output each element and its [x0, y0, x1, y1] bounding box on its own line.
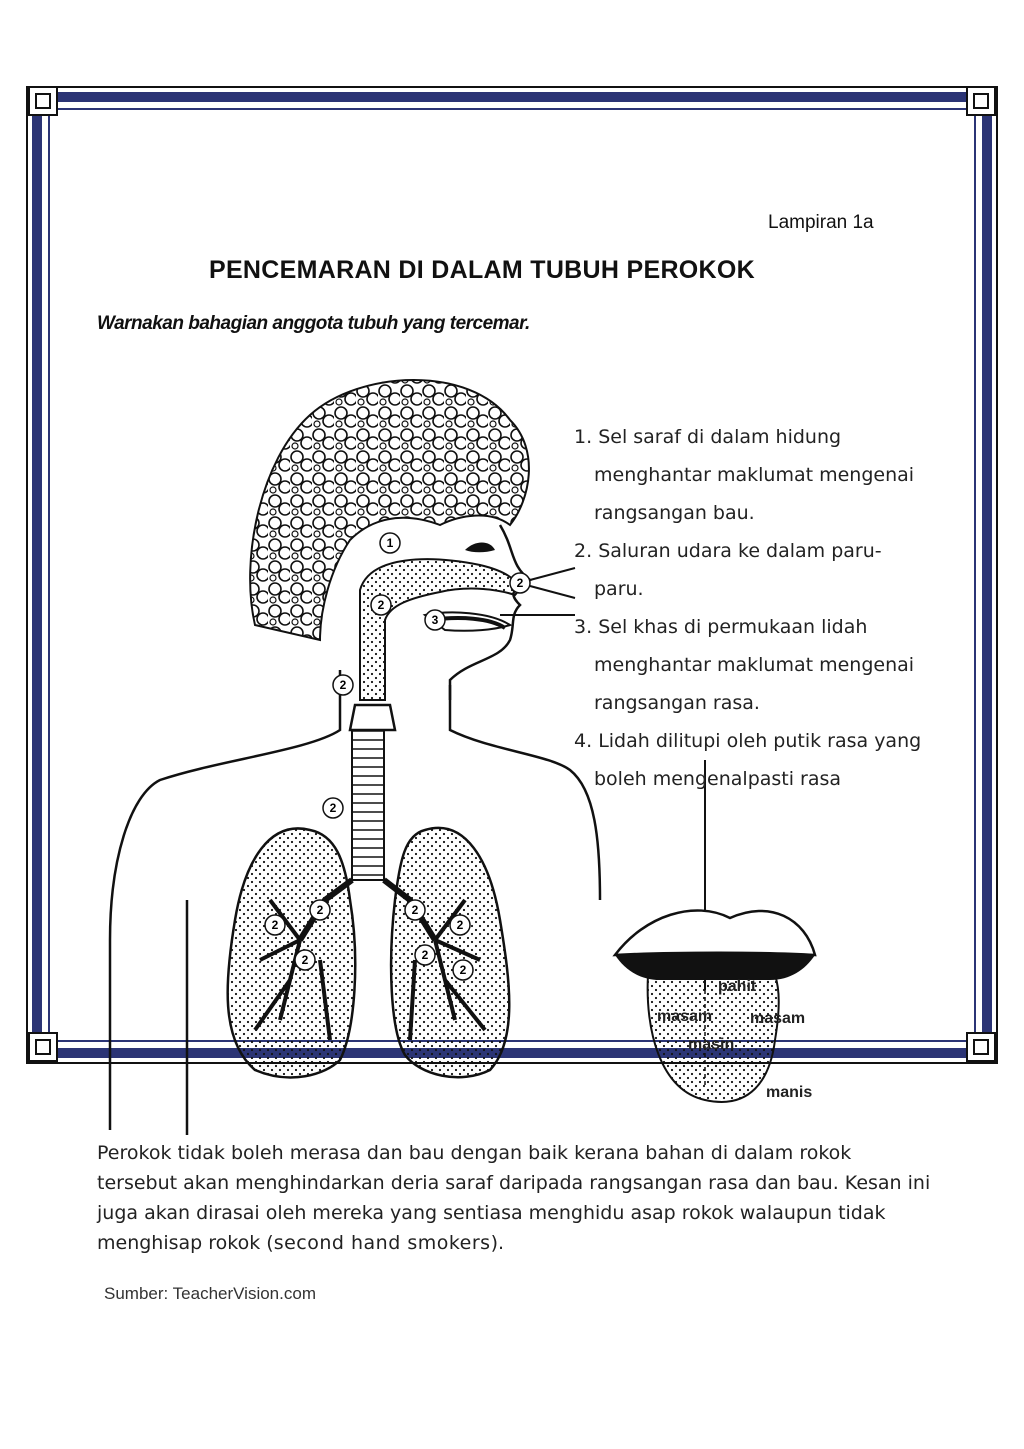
svg-text:2: 2	[271, 918, 279, 932]
svg-text:1: 1	[386, 536, 394, 550]
svg-text:2: 2	[459, 963, 467, 977]
marker-2	[510, 573, 530, 593]
marker-2	[371, 595, 391, 615]
instruction-text: Warnakan bahagian anggota tubuh yang tercemar.	[97, 313, 530, 334]
appendix-label: Lampiran 1a	[768, 212, 874, 233]
svg-text:2: 2	[301, 953, 309, 967]
eye	[465, 543, 495, 553]
svg-text:2: 2	[411, 903, 419, 917]
marker-2	[450, 915, 470, 935]
explanation-paragraph: Perokok tidak boleh merasa dan bau dengan baik kerana bahan di dalam rokok tersebut akan menghindarkan deria saraf daripada rangsangan rasa dan bau. Kesan ini juga akan dirasai oleh mereka yang sentiasa menghidu asap rokok walaupun tidak menghisap rokok (second hand smokers).	[97, 1142, 931, 1254]
marker-2	[323, 798, 343, 818]
tongue-lips	[615, 910, 815, 955]
marker-1	[380, 533, 400, 553]
source-credit: Sumber: TeacherVision.com	[104, 1284, 316, 1303]
marker-2	[453, 960, 473, 980]
taste-label-pahit: pahit	[718, 978, 757, 995]
taste-label-manis: manis	[766, 1084, 813, 1101]
marker-2	[415, 945, 435, 965]
taste-label-masin: masin	[688, 1036, 735, 1053]
note-item-3: 3. Sel khas di permukaan lidah menghantar maklumat mengenai rangsangan rasa.	[574, 616, 915, 714]
svg-text:2: 2	[339, 678, 347, 692]
notes-list	[574, 418, 954, 798]
svg-text:2: 2	[456, 918, 464, 932]
border-corner-ornament	[28, 1032, 58, 1062]
border-corner-ornament	[966, 86, 996, 116]
larynx	[350, 705, 395, 730]
marker-2	[265, 915, 285, 935]
tongue-diagram	[615, 910, 815, 1101]
left-lung	[228, 828, 356, 1077]
highlight-term: second hand smokers	[273, 1232, 491, 1254]
marker-2	[333, 675, 353, 695]
marker-3	[425, 610, 445, 630]
border-corner-ornament	[28, 86, 58, 116]
trachea	[352, 730, 384, 880]
svg-text:2: 2	[377, 598, 385, 612]
page-title: PENCEMARAN DI DALAM TUBUH PEROKOK	[208, 256, 755, 284]
border-line-top	[26, 86, 998, 88]
taste-label-masam-right: masam	[750, 1010, 806, 1027]
note-item-1: 1. Sel saraf di dalam hidung menghantar maklumat mengenai rangsangan bau.	[574, 426, 915, 524]
taste-label-masam-left: masam	[657, 1008, 713, 1025]
svg-text:2: 2	[421, 948, 429, 962]
border-line-left	[26, 86, 28, 1064]
svg-text:2: 2	[316, 903, 324, 917]
marker-2	[295, 950, 315, 970]
border-corner-ornament	[966, 1032, 996, 1062]
note-item-4: 4. Lidah dilitupi oleh putik rasa yang boleh mengenalpasti rasa	[574, 730, 922, 790]
border-line-right	[996, 86, 998, 1064]
marker-2	[310, 900, 330, 920]
svg-text:3: 3	[431, 613, 439, 627]
note-item-2: 2. Saluran udara ke dalam paru- paru.	[574, 540, 882, 600]
marker-2	[405, 900, 425, 920]
svg-text:2: 2	[516, 576, 524, 590]
svg-text:2: 2	[329, 801, 337, 815]
